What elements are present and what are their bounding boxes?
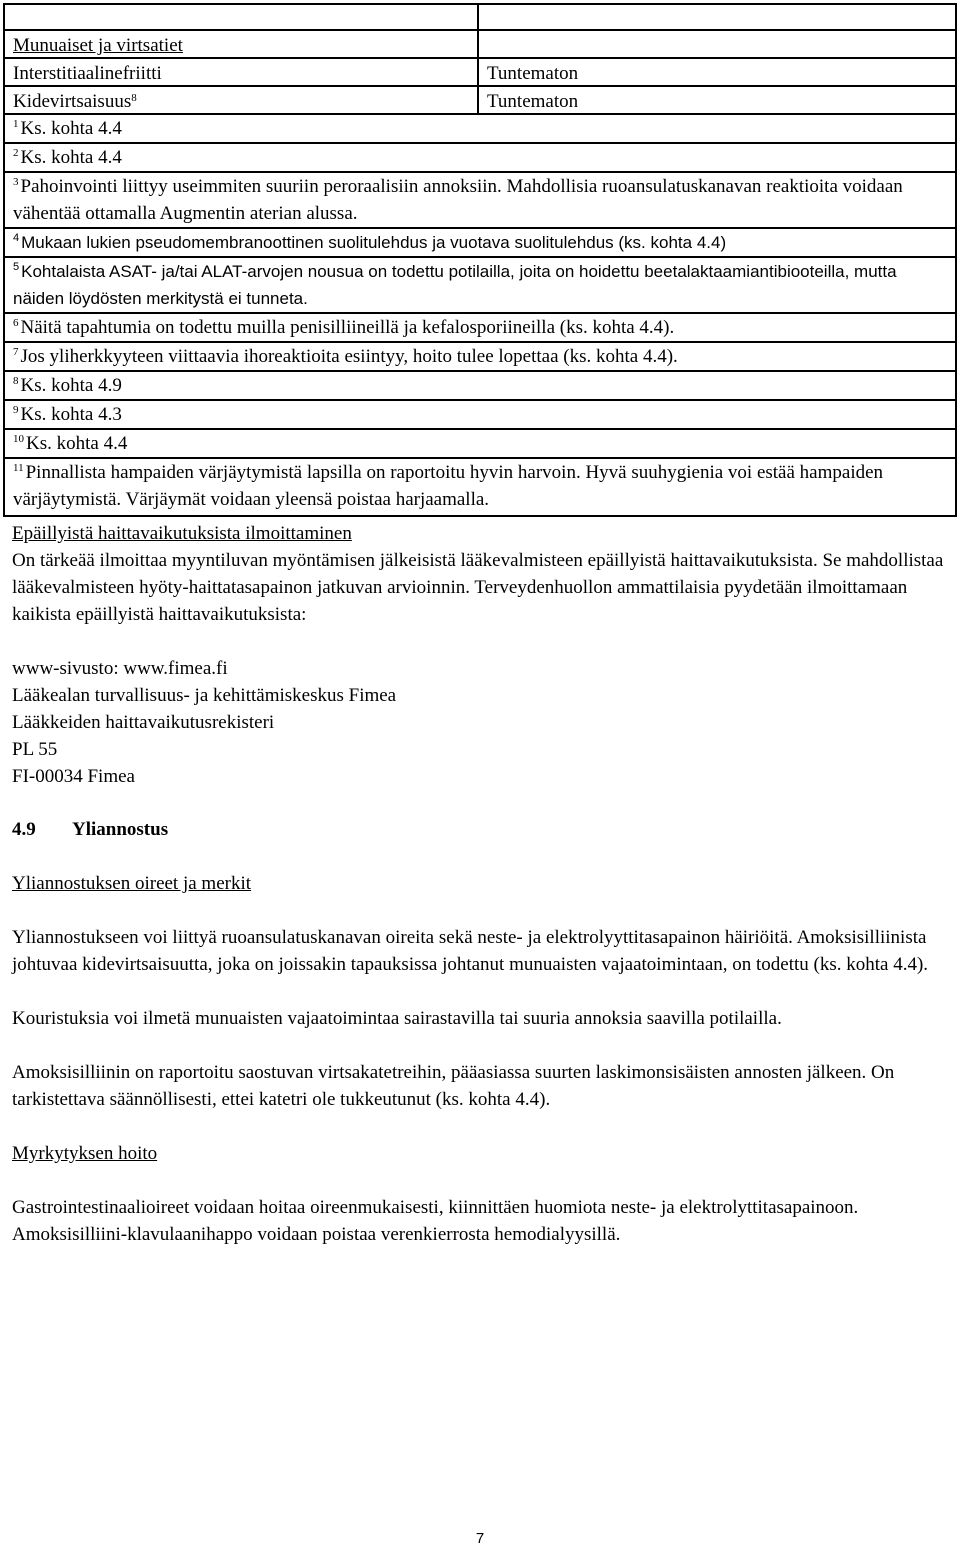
table-row bbox=[4, 30, 956, 58]
footnote-3: $^3$ Pahoinvointi liittyy useimmiten suuriin peroraalisiin annoksiin. Mahdollisia ruoansulatuskanavan reaktioita voidaan vähentää ottamalla Augmentin aterian alussa. bbox=[4, 172, 956, 228]
symptoms-subheading: Yliannostuksen oireet ja merkit bbox=[12, 873, 252, 894]
spacer bbox=[12, 1167, 952, 1194]
section-number: 4.9 bbox=[12, 819, 36, 840]
table-footnote-row bbox=[4, 257, 956, 313]
table-footnote-row bbox=[4, 143, 956, 172]
reporting-website: www-sivusto: www.fimea.fi bbox=[12, 658, 228, 679]
spacer bbox=[12, 1113, 952, 1140]
spacer bbox=[12, 1032, 952, 1059]
footnote-ref: 8 bbox=[131, 92, 137, 104]
footnote-4: $^4$ Mukaan lukien pseudomembranoottinen suolitulehdus ja vuotava suolitulehdus (ks. kohta 4.4) bbox=[4, 228, 956, 257]
table-cell-label: Kidevirtsaisuus$^8$ bbox=[4, 86, 478, 114]
table-row bbox=[4, 86, 956, 114]
table-section-title: Munuaiset ja virtsatiet bbox=[4, 30, 478, 58]
table-footnote-row bbox=[4, 342, 956, 371]
spacer bbox=[12, 978, 952, 1005]
table-footnote-row bbox=[4, 313, 956, 342]
table-footnote-row bbox=[4, 400, 956, 429]
table-footnote-row bbox=[4, 371, 956, 400]
table-cell-label: Interstitiaalinefriitti bbox=[4, 58, 478, 86]
table-footnote-row bbox=[4, 172, 956, 228]
table-footnote-row bbox=[4, 458, 956, 516]
table-header-row bbox=[4, 4, 956, 30]
table-row bbox=[4, 58, 956, 86]
table-footnote-row bbox=[4, 429, 956, 458]
footnote-5: $^5$ Kohtalaista ASAT- ja/tai ALAT-arvojen nousua on todettu potilailla, joita on hoidettu beetalaktaamiantibiooteilla, mutta näiden löydösten merkitystä ei tunneta. bbox=[4, 257, 956, 313]
table-cell-empty bbox=[478, 30, 956, 58]
spacer bbox=[12, 843, 952, 870]
reporting-paragraph: On tärkeää ilmoittaa myyntiluvan myöntämisen jälkeisistä lääkevalmisteen epäillyistä haittavaikutuksista. Se mahdollistaa lääkevalmisteen hyöty-haittatasapainon jatkuvan arvioinnin. Terveydenhuollon ammattilaisia pyydetään ilmoittamaan kaikista epäillyistä haittavaikutuksista: bbox=[12, 550, 944, 625]
footnote-1: $^1$ Ks. kohta 4.4 bbox=[4, 114, 956, 143]
table-footnote-row bbox=[4, 114, 956, 143]
spacer bbox=[12, 628, 952, 655]
treatment-subheading: Myrkytyksen hoito bbox=[12, 1143, 158, 1164]
table-footnote-row bbox=[4, 228, 956, 257]
reporting-heading: Epäillyistä haittavaikutuksista ilmoittaminen bbox=[12, 523, 352, 544]
footnote-9: $^9$ Ks. kohta 4.3 bbox=[4, 400, 956, 429]
section-heading bbox=[12, 816, 952, 843]
spacer bbox=[12, 897, 952, 924]
overdose-paragraph: Kouristuksia voi ilmetä munuaisten vajaatoimintaa sairastavilla tai suuria annoksia saavilla potilailla. bbox=[12, 1008, 782, 1029]
footnote-8: $^8$ Ks. kohta 4.9 bbox=[4, 371, 956, 400]
table-cell-value: Tuntematon bbox=[478, 58, 956, 86]
table-cell-value: Tuntematon bbox=[478, 86, 956, 114]
table-cell-empty bbox=[4, 4, 478, 30]
reporting-po-box: PL 55 bbox=[12, 739, 58, 760]
footnote-10: $^{10}$ Ks. kohta 4.4 bbox=[4, 429, 956, 458]
reporting-registry: Lääkkeiden haittavaikutusrekisteri bbox=[12, 712, 275, 733]
footnote-11: $^{11}$ Pinnallista hampaiden värjäytymistä lapsilla on raportoitu hyvin harvoin. Hyvä suuhygienia voi estää hampaiden värjäytymistä. Värjäymät voidaan yleensä poistaa harjaamalla. bbox=[4, 458, 956, 516]
footnote-2: $^2$ Ks. kohta 4.4 bbox=[4, 143, 956, 172]
section-title: Yliannostus bbox=[72, 819, 169, 840]
reporting-section bbox=[12, 520, 952, 790]
reporting-postal-code: FI-00034 Fimea bbox=[12, 766, 135, 787]
overdose-section bbox=[12, 816, 952, 1248]
page-number: 7 bbox=[475, 1530, 485, 1547]
treatment-paragraph: Gastrointestinaalioireet voidaan hoitaa oireenmukaisesti, kiinnittäen huomiota neste- ja elektrolyttitasapainoon. Amoksisilliini-klavulaanihappo voidaan poistaa verenkierrosta hemodialyysillä. bbox=[12, 1197, 859, 1245]
footnote-6: $^6$ Näitä tapahtumia on todettu muilla penisilliineillä ja kefalosporiineilla (ks. kohta 4.4). bbox=[4, 313, 956, 342]
reporting-agency: Lääkealan turvallisuus- ja kehittämiskeskus Fimea bbox=[12, 685, 397, 706]
overdose-paragraph: Amoksisilliinin on raportoitu saostuvan virtsakatetreihin, pääasiassa suurten laskimonsisäisten annosten jälkeen. On tarkistettava säännöllisesti, ettei katetri ole tukkeutunut (ks. kohta 4.4). bbox=[12, 1062, 895, 1110]
table-cell-empty bbox=[478, 4, 956, 30]
adverse-reactions-table bbox=[3, 3, 957, 517]
footnote-7: $^7$ Jos yliherkkyyteen viittaavia ihoreaktioita esiintyy, hoito tulee lopettaa (ks. kohta 4.4). bbox=[4, 342, 956, 371]
overdose-paragraph: Yliannostukseen voi liittyä ruoansulatuskanavan oireita sekä neste- ja elektrolyyttitasapainon häiriöitä. Amoksisilliinista johtuvaa kidevirtsaisuutta, joka on joissakin tapauksissa johtanut munuaisten vajaatoimintaan, on todettu (ks. kohta 4.4). bbox=[12, 927, 929, 975]
